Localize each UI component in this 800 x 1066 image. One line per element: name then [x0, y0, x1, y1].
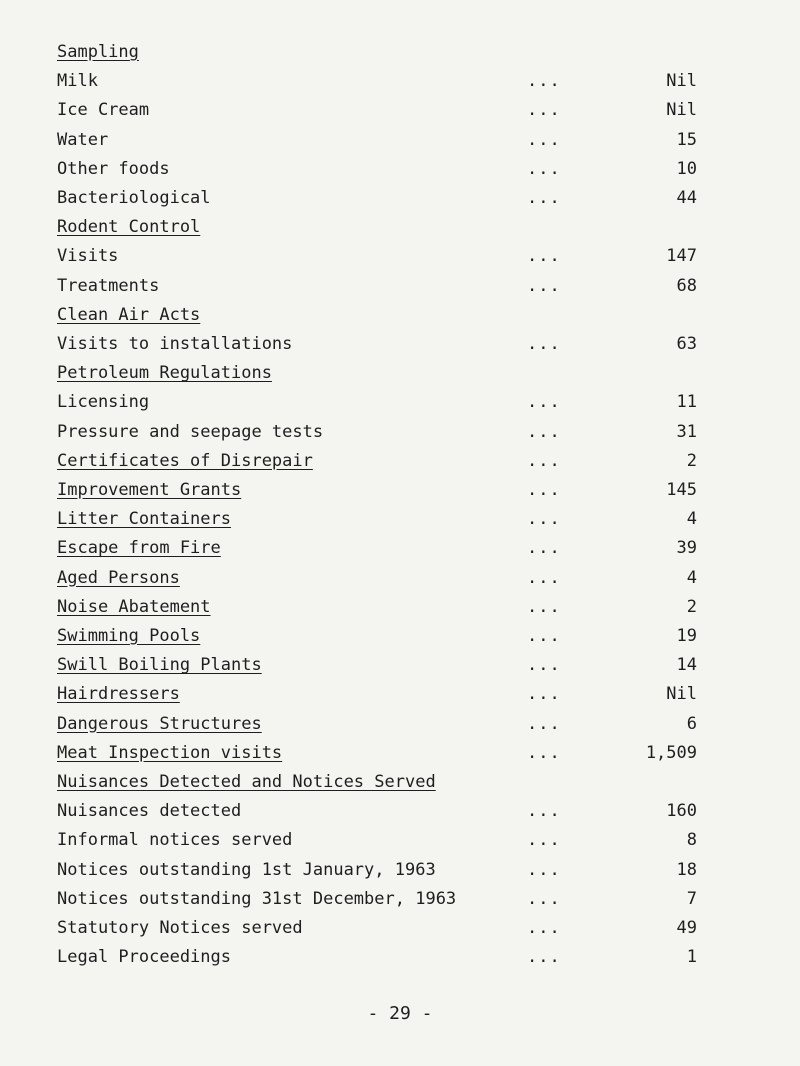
leader-dots: ...	[527, 947, 561, 968]
list-item	[57, 126, 697, 154]
item-value: 44	[676, 188, 697, 208]
item-label: Bacteriological	[57, 188, 211, 208]
leader-dots: ...	[527, 655, 561, 676]
section-heading-row	[57, 593, 697, 621]
section-heading-row	[57, 564, 697, 592]
item-value: 14	[676, 655, 697, 676]
section-heading: Meat Inspection visits	[57, 742, 283, 763]
section-heading: Certificates of Disrepair	[57, 450, 313, 471]
leader-dots: ...	[527, 509, 561, 530]
section-heading: Swill Boiling Plants	[57, 655, 262, 676]
item-label: Other foods	[57, 158, 170, 179]
item-value: 2	[686, 450, 697, 471]
section-heading: Rodent Control	[57, 217, 201, 238]
item-value: 1,509	[645, 742, 697, 763]
item-label: Statutory Notices served	[57, 918, 303, 938]
item-value: Nil	[666, 71, 697, 92]
leader-dots: ...	[527, 626, 561, 646]
list-item	[57, 330, 697, 358]
item-value: 11	[676, 392, 697, 413]
section-heading: Sampling	[57, 42, 139, 62]
item-value: 68	[676, 275, 697, 296]
item-label: Pressure and seepage tests	[57, 421, 324, 442]
leader-dots: ...	[527, 538, 561, 559]
leader-dots: ...	[527, 742, 561, 763]
section-heading-row	[57, 651, 697, 679]
item-value: 6	[686, 713, 697, 734]
leader-dots: ...	[527, 71, 561, 92]
item-value: 15	[676, 129, 697, 150]
leader-dots: ...	[527, 129, 561, 150]
item-value: Nil	[666, 100, 697, 121]
list-item	[57, 67, 697, 95]
list-item	[57, 155, 697, 183]
section-heading-row	[57, 710, 697, 738]
section-heading-row	[57, 447, 697, 475]
item-value: 10	[676, 158, 697, 179]
list-item	[57, 242, 697, 270]
section-heading-row	[57, 534, 697, 562]
leader-dots: ...	[527, 713, 561, 734]
item-label: Ice Cream	[57, 100, 150, 121]
section-heading: Aged Persons	[57, 567, 180, 588]
section-heading-row	[57, 622, 697, 650]
leader-dots: ...	[527, 918, 561, 938]
item-value: 4	[686, 567, 697, 588]
leader-dots: ...	[527, 188, 561, 208]
section-heading: Escape from Fire	[57, 538, 221, 559]
item-label: Visits to installations	[57, 334, 293, 354]
leader-dots: ...	[527, 450, 561, 471]
section-heading: Swimming Pools	[57, 626, 201, 646]
item-label: Legal Proceedings	[57, 947, 231, 968]
item-value: 18	[676, 859, 697, 880]
list-item	[57, 914, 697, 942]
section-heading: Petroleum Regulations	[57, 363, 272, 384]
section-heading-row	[57, 213, 697, 241]
list-item	[57, 184, 697, 212]
section-heading-row	[57, 476, 697, 504]
section-heading: Improvement Grants	[57, 480, 242, 500]
section-heading: Hairdressers	[57, 684, 180, 705]
page-number: - 29 -	[367, 1003, 433, 1024]
list-item	[57, 943, 697, 971]
leader-dots: ...	[527, 567, 561, 588]
item-value: 1	[686, 947, 697, 968]
item-value: 19	[676, 626, 697, 646]
list-item	[57, 388, 697, 416]
list-item	[57, 797, 697, 825]
leader-dots: ...	[527, 830, 561, 851]
leader-dots: ...	[527, 859, 561, 880]
item-value: 31	[676, 421, 697, 442]
leader-dots: ...	[527, 596, 561, 617]
section-heading: Clean Air Acts	[57, 304, 201, 325]
item-value: Nil	[666, 684, 697, 705]
leader-dots: ...	[527, 158, 561, 179]
item-value: 147	[666, 246, 697, 267]
list-item	[57, 96, 697, 124]
item-label: Treatments	[57, 275, 160, 296]
item-label: Notices outstanding 1st January, 1963	[57, 859, 436, 880]
item-value: 63	[676, 334, 697, 354]
item-label: Informal notices served	[57, 830, 293, 851]
item-value: 145	[666, 480, 697, 500]
section-heading-row	[57, 768, 697, 796]
item-value: 160	[666, 801, 697, 822]
item-label: Water	[57, 129, 109, 150]
item-value: 4	[686, 509, 697, 530]
item-value: 49	[676, 918, 697, 938]
item-label: Milk	[57, 71, 98, 92]
list-item	[57, 272, 697, 300]
leader-dots: ...	[527, 246, 561, 267]
leader-dots: ...	[527, 801, 561, 822]
item-label: Nuisances detected	[57, 801, 242, 822]
list-item	[57, 856, 697, 884]
leader-dots: ...	[527, 392, 561, 413]
section-heading-row	[57, 359, 697, 387]
section-heading: Dangerous Structures	[57, 713, 262, 734]
section-heading: Noise Abatement	[57, 596, 211, 617]
list-item	[57, 418, 697, 446]
leader-dots: ...	[527, 275, 561, 296]
section-heading-row	[57, 301, 697, 329]
list-item	[57, 885, 697, 913]
section-heading-row	[57, 680, 697, 708]
item-label: Notices outstanding 31st December, 1963	[57, 888, 457, 909]
section-heading: Litter Containers	[57, 509, 231, 530]
section-heading-row	[57, 739, 697, 767]
leader-dots: ...	[527, 421, 561, 442]
item-value: 2	[686, 596, 697, 617]
item-label: Visits	[57, 246, 119, 267]
list-item	[57, 826, 697, 854]
leader-dots: ...	[527, 888, 561, 909]
leader-dots: ...	[527, 334, 561, 354]
item-value: 7	[686, 888, 697, 909]
item-label: Licensing	[57, 392, 150, 413]
leader-dots: ...	[527, 480, 561, 500]
item-value: 8	[686, 830, 697, 851]
section-heading-row	[57, 505, 697, 533]
section-heading: Nuisances Detected and Notices Served	[57, 772, 436, 792]
leader-dots: ...	[527, 684, 561, 705]
item-value: 39	[676, 538, 697, 559]
section-heading-row	[57, 38, 697, 66]
leader-dots: ...	[527, 100, 561, 121]
